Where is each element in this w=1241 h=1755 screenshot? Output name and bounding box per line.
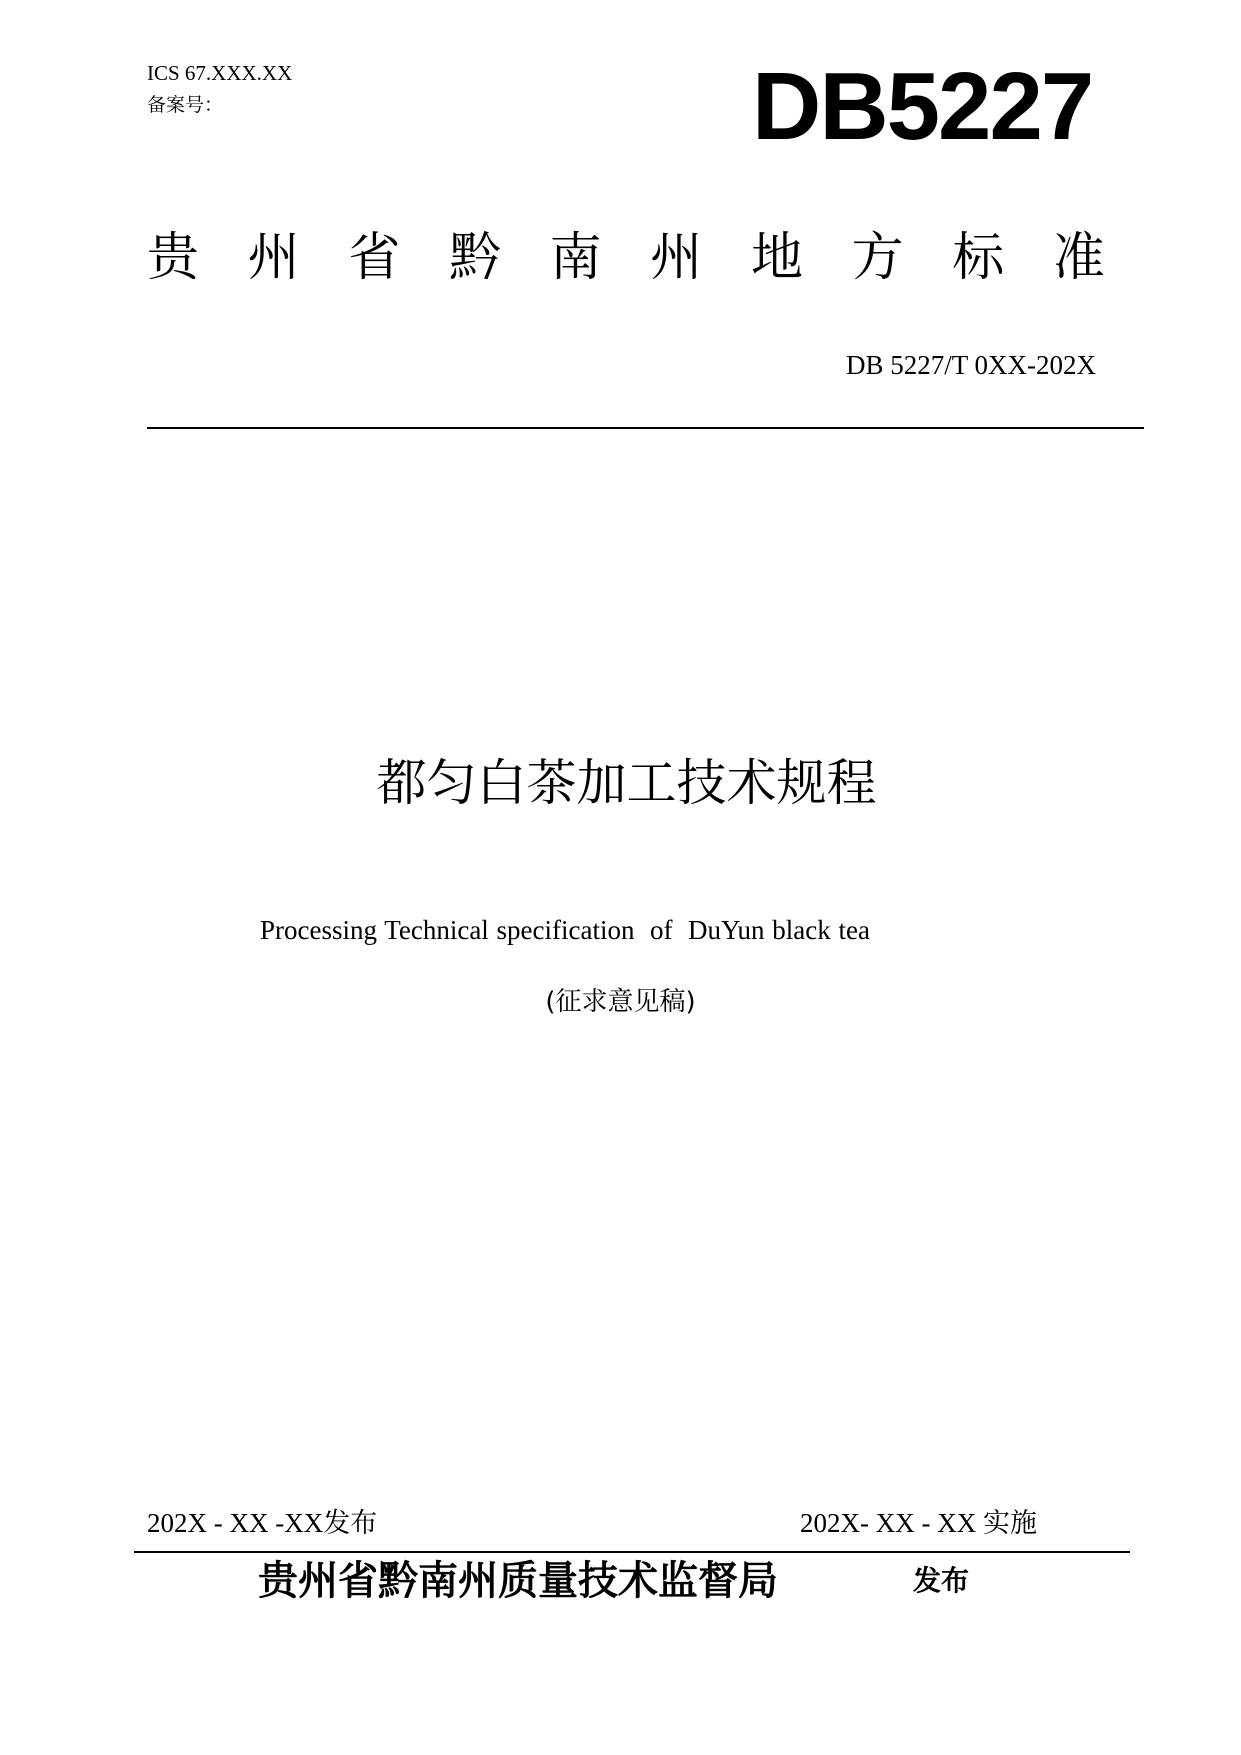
- standard-category-title: [147, 223, 1105, 293]
- title-char: 南: [549, 228, 602, 288]
- title-char: 准: [1052, 228, 1105, 288]
- standard-number: DB 5227/T 0XX-202X: [846, 350, 1097, 380]
- title-char: 标: [952, 228, 1005, 288]
- title-char: 方: [851, 228, 904, 288]
- top-divider: [147, 427, 1144, 429]
- publish-label: 发布: [913, 1564, 970, 1597]
- document-title-en: Processing Technical specification of DuYun black tea: [260, 915, 870, 945]
- publisher-name: 贵州省黔南州质量技术监督局: [258, 1558, 778, 1604]
- draft-status-label: (征求意见稿): [545, 987, 696, 1017]
- title-char: 贵: [147, 228, 200, 288]
- record-number-label: 备案号：: [147, 94, 224, 116]
- title-char: 州: [247, 228, 300, 288]
- title-char: 州: [650, 228, 703, 288]
- standard-code-large: DB5227: [752, 53, 1093, 160]
- implementation-date: 202X- XX - XX 实施: [800, 1508, 1037, 1538]
- title-char: 地: [750, 228, 803, 288]
- title-char: 省: [348, 228, 401, 288]
- ics-code: ICS 67.XXX.XX: [147, 61, 293, 85]
- title-char: 黔: [448, 228, 501, 288]
- release-date: 202X - XX -XX发布: [147, 1508, 378, 1538]
- document-title-zh: 都匀白茶加工技术规程: [376, 754, 877, 812]
